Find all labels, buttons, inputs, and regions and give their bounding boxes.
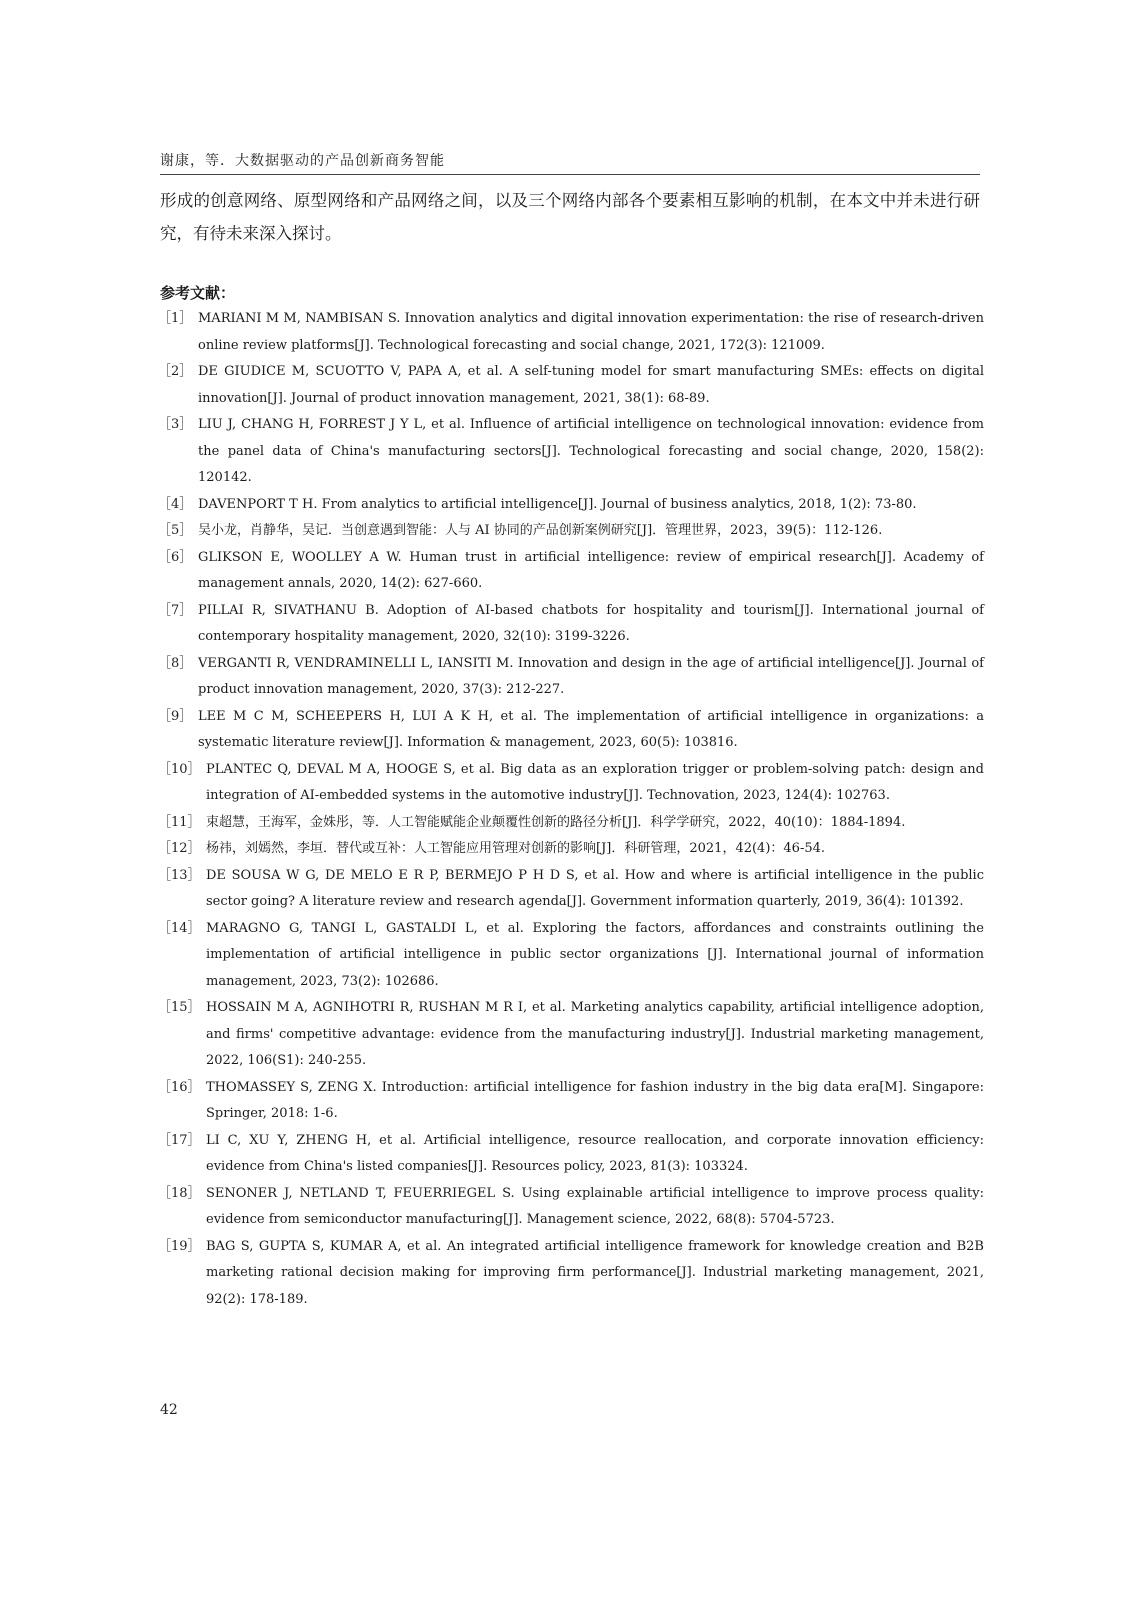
reference-item-6 <box>158 545 984 598</box>
reference-item-16 <box>158 1075 984 1128</box>
references-heading: 参考文献： <box>160 284 236 302</box>
reference-text: DE GIUDICE M, SCUOTTO V, PAPA A, et al. A self-tuning model for smart manufacturing SMEs: effects on digital innovation[J]. Journal of product innovation management, 2021, 38(1): 68-89. <box>198 364 984 406</box>
reference-item-3 <box>158 412 984 492</box>
reference-number: ［12］ <box>158 841 201 856</box>
reference-number: ［10］ <box>158 761 201 777</box>
reference-number: ［9］ <box>158 708 193 724</box>
body-paragraph: 形成的创意网络、原型网络和产品网络之间，以及三个网络内部各个要素相互影响的机制，在本文中并未进行研究，有待未来深入探讨。 <box>160 191 980 243</box>
reference-number: ［2］ <box>158 364 193 379</box>
reference-item-2 <box>158 359 984 412</box>
reference-text: DE SOUSA W G, DE MELO E R P, BERMEJO P H D S, et al. How and where is artificial intelligence in the public sector going? A literature review and research agenda[J]. Government information quarterly, 2019, 36(4): 101392. <box>206 867 984 909</box>
reference-number: ［11］ <box>158 814 201 830</box>
reference-text: THOMASSEY S, ZENG X. Introduction: artificial intelligence for fashion industry in the big data era[M]. Singapore: Springer, 2018: 1-6. <box>206 1079 984 1121</box>
reference-number: ［6］ <box>158 549 193 565</box>
reference-list <box>158 306 984 1313</box>
reference-text: LIU J, CHANG H, FORREST J Y L, et al. Influence of artificial intelligence on technological innovation: evidence from the panel data of China's manufacturing sectors[J]. Technological forecasting and social change, 2020, 158(2): 120142. <box>198 417 984 485</box>
reference-text: VERGANTI R, VENDRAMINELLI L, IANSITI M. Innovation and design in the age of artificial intelligence[J]. Journal of product innovation management, 2020, 37(3): 212-227. <box>198 655 984 697</box>
reference-item-4 <box>158 492 984 519</box>
reference-number: ［4］ <box>158 496 193 512</box>
reference-number: ［15］ <box>158 1000 201 1015</box>
reference-item-18 <box>158 1181 984 1234</box>
reference-text: PLANTEC Q, DEVAL M A, HOOGE S, et al. Big data as an exploration trigger or problem-solving patch: design and integration of AI-embedded systems in the automotive industry[J]. Technovation, 2023, 124(4): 102763. <box>206 761 984 803</box>
reference-number: ［13］ <box>158 867 201 883</box>
reference-item-1 <box>158 306 984 359</box>
reference-item-11 <box>158 810 984 837</box>
reference-number: ［5］ <box>158 523 193 538</box>
reference-text: MARAGNO G, TANGI L, GASTALDI L, et al. Exploring the factors, affordances and constraints outlining the implementation of artificial intelligence in public sector organizations [J]. International journal of information management, 2023, 73(2): 102686. <box>206 920 984 989</box>
reference-item-14 <box>158 916 984 996</box>
reference-number: ［14］ <box>158 920 201 936</box>
reference-item-7 <box>158 598 984 651</box>
reference-text: 吴小龙，肖静华，吴记．当创意遇到智能：人与 AI 协同的产品创新案例研究[J]．管理世界，2023，39(5)：112-126. <box>198 523 883 538</box>
reference-item-19 <box>158 1234 984 1314</box>
reference-text: GLIKSON E, WOOLLEY A W. Human trust in artificial intelligence: review of empirical research[J]. Academy of management annals, 2020, 14(2): 627-660. <box>198 549 984 591</box>
header-divider <box>160 174 980 175</box>
reference-text: PILLAI R, SIVATHANU B. Adoption of AI-based chatbots for hospitality and tourism[J]. International journal of contemporary hospitality management, 2020, 32(10): 3199-3226. <box>198 602 984 644</box>
reference-item-8 <box>158 651 984 704</box>
reference-text: BAG S, GUPTA S, KUMAR A, et al. An integrated artificial intelligence framework for knowledge creation and B2B marketing rational decision making for improving firm performance[J]. Industrial marketing management, 2021, 92(2): 178-189. <box>206 1238 984 1307</box>
reference-number: ［16］ <box>158 1079 201 1095</box>
reference-number: ［8］ <box>158 655 193 671</box>
reference-item-12 <box>158 836 984 863</box>
reference-number: ［17］ <box>158 1132 201 1148</box>
reference-item-5 <box>158 518 984 545</box>
reference-text: 束超慧，王海军，金姝彤，等．人工智能赋能企业颠覆性创新的路径分析[J]．科学学研究，2022，40(10)：1884-1894. <box>206 814 906 830</box>
reference-text: 杨祎，刘嫣然，李垣．替代或互补：人工智能应用管理对创新的影响[J]．科研管理，2021，42(4)：46-54. <box>206 841 826 856</box>
reference-text: DAVENPORT T H. From analytics to artificial intelligence[J]. Journal of business analytics, 2018, 1(2): 73-80. <box>198 496 917 512</box>
reference-text: LI C, XU Y, ZHENG H, et al. Artificial intelligence, resource reallocation, and corporate innovation efficiency: evidence from China's listed companies[J]. Resources policy, 2023, 81(3): 103324. <box>206 1132 984 1174</box>
reference-number: ［3］ <box>158 417 193 432</box>
reference-item-15 <box>158 995 984 1075</box>
reference-number: ［18］ <box>158 1185 201 1201</box>
reference-item-13 <box>158 863 984 916</box>
reference-item-17 <box>158 1128 984 1181</box>
reference-text: LEE M C M, SCHEEPERS H, LUI A K H, et al. The implementation of artificial intelligence in organizations: a systematic literature review[J]. Information & management, 2023, 60(5): 103816. <box>198 708 984 750</box>
reference-text: SENONER J, NETLAND T, FEUERRIEGEL S. Using explainable artificial intelligence to improve process quality: evidence from semiconductor manufacturing[J]. Management science, 2022, 68(8): 5704-5723. <box>206 1185 984 1227</box>
reference-number: ［7］ <box>158 602 193 618</box>
reference-item-9 <box>158 704 984 757</box>
reference-number: ［19］ <box>158 1238 201 1254</box>
reference-number: ［1］ <box>158 311 193 326</box>
reference-item-10 <box>158 757 984 810</box>
reference-text: HOSSAIN M A, AGNIHOTRI R, RUSHAN M R I, et al. Marketing analytics capability, artificial intelligence adoption, and firms' competitive advantage: evidence from the manufacturing industry[J]. Industrial marketing management, 2022, 106(S1): 240-255. <box>206 1000 984 1068</box>
page-number: 42 <box>160 1402 178 1418</box>
reference-text: MARIANI M M, NAMBISAN S. Innovation analytics and digital innovation experimentation: the rise of research-driven online review platforms[J]. Technological forecasting and social change, 2021, 172(3): 121009. <box>198 311 984 353</box>
running-header: 谢康，等．大数据驱动的产品创新商务智能 <box>160 153 445 169</box>
